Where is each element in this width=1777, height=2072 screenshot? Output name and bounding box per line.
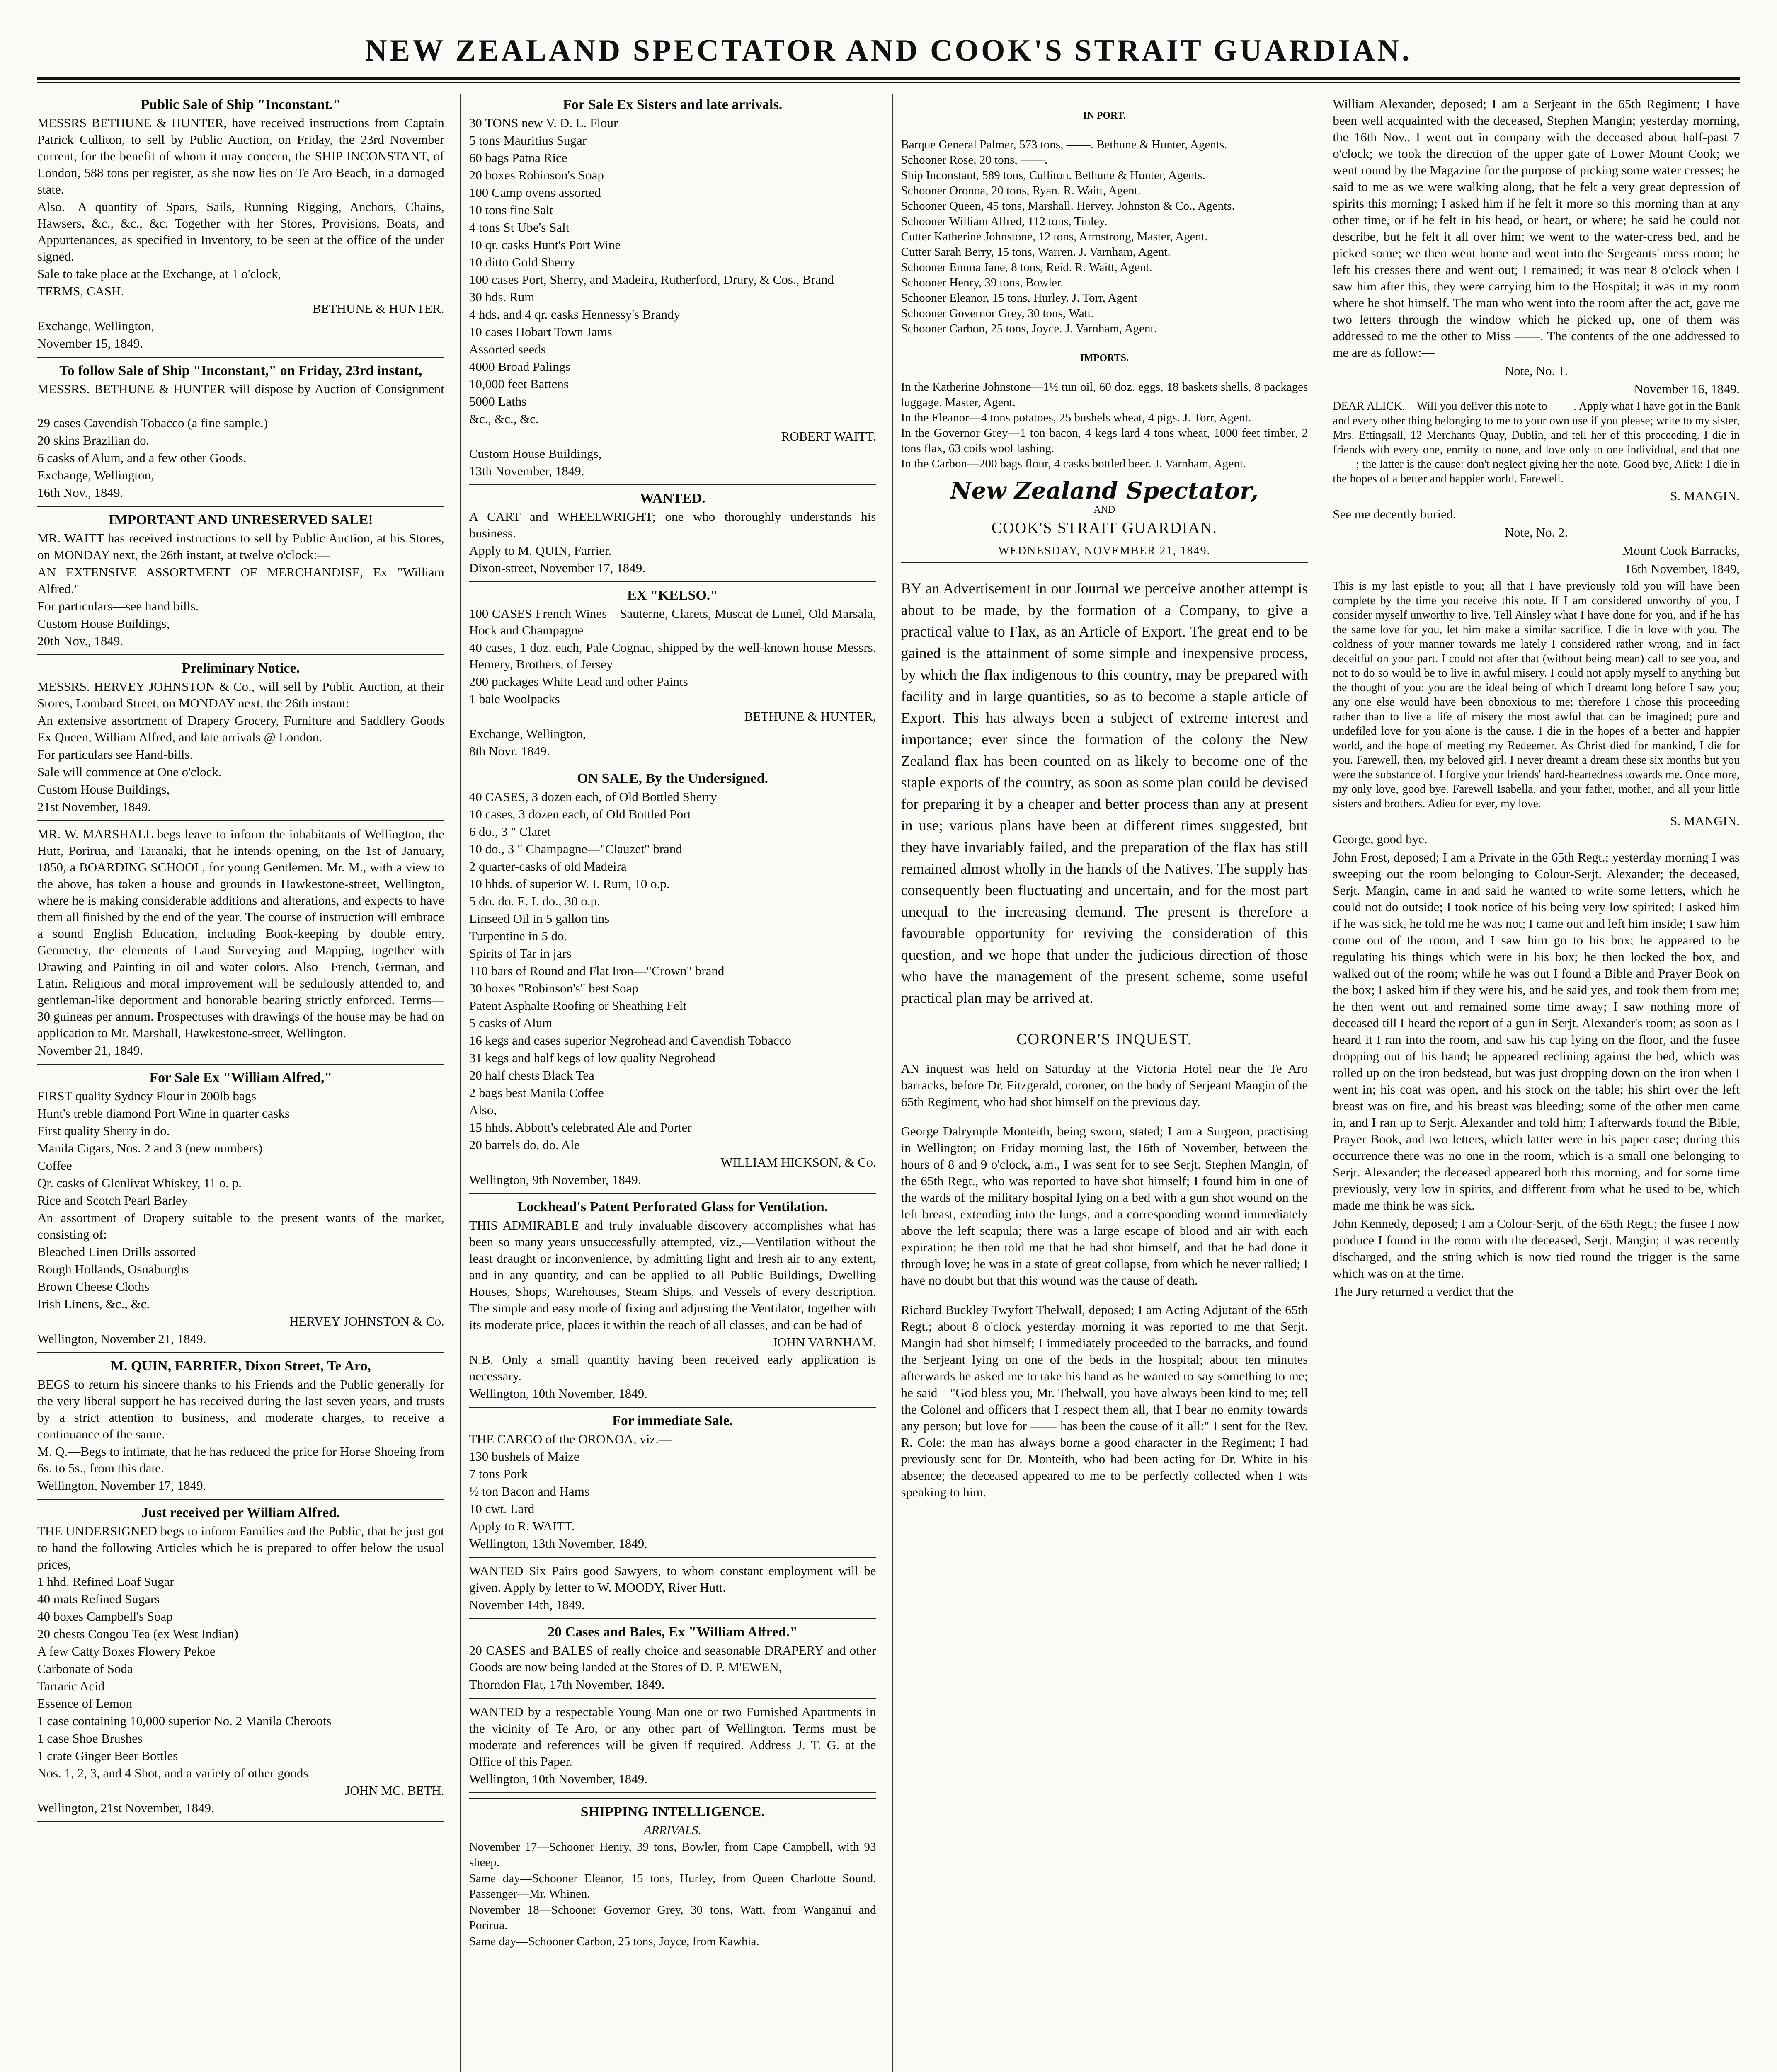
inquest-title: CORONER'S INQUEST.: [1016, 1030, 1193, 1048]
ad-line: Sale will commence at One o'clock.: [37, 765, 222, 779]
in-port-entry: Schooner Carbon, 25 tons, Joyce. J. Varnham, Agent.: [901, 322, 1157, 335]
arrivals-list: [469, 1840, 876, 1949]
ad-line: Sale to take place at the Exchange, at 1 o'clock,: [37, 266, 281, 281]
ad-line: Turpentine in 5 do.: [469, 929, 567, 943]
ad-footer: N.B. Only a small quantity having been received early application is necessary.: [469, 1352, 876, 1383]
ad-line: 5 casks of Alum: [469, 1016, 553, 1030]
ad-line: 40 mats Refined Sugars: [37, 1592, 160, 1606]
ad-line: AN EXTENSIVE ASSORTMENT OF MERCHANDISE, Ex "William Alfred.": [37, 565, 444, 596]
advertisement: [37, 1358, 444, 1494]
ad-line: Wellington, November 17, 1849.: [37, 1478, 206, 1493]
ad-line: 100 CASES French Wines—Sauterne, Clarets, Muscat de Lunel, Old Marsala, Hock and Champagne: [469, 606, 876, 637]
ad-line: 16th Nov., 1849.: [37, 485, 124, 500]
ad-title: ON SALE, By the Undersigned.: [577, 771, 768, 786]
advertisement: [469, 1624, 876, 1693]
paper-subtitle: COOK'S STRAIT GUARDIAN.: [991, 519, 1217, 537]
ad-line: Hunt's treble diamond Port Wine in quarter casks: [37, 1106, 290, 1121]
divider: [37, 1821, 444, 1822]
ad-line: 1 case containing 10,000 superior No. 2 Manila Cheroots: [37, 1714, 332, 1728]
ad-line: Custom House Buildings,: [37, 616, 170, 631]
ad-line: MESSRS. BETHUNE & HUNTER will dispose by Auction of Consignment—: [37, 382, 444, 413]
ad-line: 20 half chests Black Tea: [469, 1068, 594, 1082]
divider: [37, 1499, 444, 1500]
ad-line: 130 bushels of Maize: [469, 1449, 579, 1464]
ad-line: TERMS, CASH.: [37, 284, 124, 298]
ad-signature: BETHUNE & HUNTER,: [744, 709, 876, 724]
divider: [469, 1618, 876, 1619]
inquest-paragraph: AN inquest was held on Saturday at the Victoria Hotel near the Te Aro barracks, before Dr. Fitzgerald, coroner, on the body of Serjeant Mangin of the 65th Regiment, who had shot himself on the previous day.: [901, 1061, 1308, 1109]
ad-line: 20 skins Brazilian do.: [37, 433, 150, 448]
ad-line: 6 do., 3 " Claret: [469, 824, 551, 839]
ad-line: 15 hhds. Abbott's celebrated Ale and Porter: [469, 1120, 692, 1135]
advertisement: [469, 770, 876, 1188]
note1-date: November 16, 1849.: [1634, 382, 1740, 396]
inquest-paragraph: Richard Buckley Twyfort Thelwall, deposed; I am Acting Adjutant of the 65th Regt.; about 8 o'clock yesterday morning it was reported to me that Serjt. Mangin had shot himself; I immediately proceeded to the barracks, and found the Serjeant lying on one of the beds in the hospital; about ten minutes afterwards he asked me to take his hand as he wanted to say something to me; he said—"God bless you, Mr. Thelwall, you have always been kind to me; tell the Colonel and officers that I respect them all, that I bear no enmity towards any person; but love for —— has been the cause of it all:" I sent for the Rev. R. Cole: the man has always borne a good character in the Regiment; I had previously sent for Dr. Monteith, who had been acting for Dr. White in his absence; the deceased appeared to me to be perfectly collected when I was speaking to him.: [901, 1302, 1308, 1499]
ad-line: 1 hhd. Refined Loaf Sugar: [37, 1574, 174, 1589]
advertisement: [37, 660, 444, 815]
ad-line: 100 cases Port, Sherry, and Madeira, Rutherford, Drury, & Cos., Brand: [469, 272, 834, 287]
ad-line: 4 hds. and 4 qr. casks Hennessy's Brandy: [469, 307, 681, 322]
ad-line: 4 tons St Ube's Salt: [469, 220, 570, 235]
ad-footer: 13th November, 1849.: [469, 464, 584, 478]
column-4: [1324, 94, 1740, 2072]
advertisement: [37, 1505, 444, 1816]
ad-line: 10 cases, 3 dozen each, of Old Bottled Port: [469, 807, 691, 821]
note1-postscript: See me decently buried.: [1333, 507, 1457, 521]
ad-line: 20 CASES and BALES of really choice and seasonable DRAPERY and other Goods are now being landed at the Stores of D. P. M'EWEN,: [469, 1643, 876, 1674]
ad-line: First quality Sherry in do.: [37, 1123, 170, 1138]
ad-line: 40 CASES, 3 dozen each, of Old Bottled Sherry: [469, 789, 717, 804]
ad-title: For Sale Ex "William Alfred,": [149, 1070, 332, 1085]
shipping-title: SHIPPING INTELLIGENCE.: [580, 1804, 765, 1820]
advertisement: [37, 1070, 444, 1347]
ad-line: ½ ton Bacon and Hams: [469, 1484, 589, 1498]
in-port-entry: Cutter Katherine Johnstone, 12 tons, Armstrong, Master, Agent.: [901, 230, 1208, 243]
ad-line: Brown Cheese Cloths: [37, 1279, 150, 1294]
divider: [469, 1698, 876, 1699]
ad-line: &c., &c., &c.: [469, 411, 539, 426]
ad-title: M. QUIN, FARRIER, Dixon Street, Te Aro,: [110, 1358, 371, 1374]
in-port-entry: Schooner Emma Jane, 8 tons, Reid. R. Waitt, Agent.: [901, 260, 1152, 274]
ad-line: Irish Linens, &c., &c.: [37, 1297, 150, 1311]
ad-line: M. Q.—Begs to intimate, that he has reduced the price for Horse Shoeing from 6s. to 5s., from this date.: [37, 1444, 444, 1475]
ad-title: For Sale Ex Sisters and late arrivals.: [563, 97, 783, 112]
ad-signature: HERVEY JOHNSTON & Co.: [289, 1314, 444, 1329]
ad-footer: Exchange, Wellington,: [37, 319, 154, 333]
ad-line: Wellington, 10th November, 1849.: [469, 1772, 647, 1786]
advertisement: [37, 512, 444, 649]
ad-line: 10 hhds. of superior W. I. Rum, 10 o.p.: [469, 876, 670, 891]
ad-line: November 14th, 1849.: [469, 1598, 585, 1612]
divider: [469, 581, 876, 582]
ad-line: 5000 Laths: [469, 394, 527, 409]
divider: [37, 506, 444, 507]
in-port-entry: Schooner Eleanor, 15 tons, Hurley. J. Torr, Agent: [901, 291, 1137, 305]
divider: [37, 1064, 444, 1065]
ad-footer: Wellington, 10th November, 1849.: [469, 1386, 647, 1401]
import-entry: In the Governor Grey—1 ton bacon, 4 kegs lard 4 tons wheat, 1000 feet timber, 2 tons flax, 63 coils wool lashing.: [901, 426, 1308, 455]
note1-signature: S. MANGIN.: [1670, 489, 1740, 503]
ad-line: THE CARGO of the ORONOA, viz.—: [469, 1432, 672, 1446]
ad-line: 1 crate Ginger Beer Bottles: [37, 1748, 178, 1763]
ad-footer: Custom House Buildings,: [469, 446, 602, 461]
in-port-entry: Schooner Rose, 20 tons, ——.: [901, 153, 1048, 167]
in-port-entry: Barque General Palmer, 573 tons, ——. Bethune & Hunter, Agents.: [901, 138, 1227, 151]
arrival-entry: Same day—Schooner Eleanor, 15 tons, Hurley, from Queen Charlotte Sound. Passenger—Mr. Whinen.: [469, 1872, 876, 1900]
paper-and: AND: [1093, 504, 1115, 515]
columns: [37, 94, 1740, 2072]
divider: [469, 1193, 876, 1194]
ad-title: For immediate Sale.: [612, 1413, 733, 1428]
note2-date: 16th November, 1849,: [1624, 562, 1740, 576]
import-entry: In the Katherine Johnstone—1½ tun oil, 60 doz. eggs, 18 baskets shells, 8 packages luggage. Master, Agent.: [901, 380, 1308, 409]
note2-signature: S. MANGIN.: [1670, 813, 1740, 828]
ad-line: An extensive assortment of Drapery Grocery, Furniture and Saddlery Goods Ex Queen, William Alfred, and late arrivals @ London.: [37, 713, 444, 744]
ad-line: Tartaric Acid: [37, 1679, 105, 1693]
ad-line: MESSRS. HERVEY JOHNSTON & Co., will sell by Public Auction, at their Stores, Lombard Street, on MONDAY next, the 26th instant:: [37, 679, 444, 710]
testimony-continued: [1333, 849, 1740, 1300]
advertisement: [469, 1413, 876, 1552]
ad-line: Patent Asphalte Roofing or Sheathing Felt: [469, 998, 687, 1013]
testimony-paragraph: John Frost, deposed; I am a Private in the 65th Regt.; yesterday morning I was sweeping out the room belonging to Colour-Serjt. Alexander; the deceased, Serjt. Mangin, came in and said he wanted to write some letters, which he could not do outside; I took notice of his being very low spirited; I asked him if he was sick, he told me he was not; I came out and left him inside; I saw him come out of the room, and I saw him go to his box; he appeared to be regulating his things which were in his box; he then locked the box, and walked out of the room; while he was out I found a Bible and Prayer Book on the box; I asked him if they were his, and he said yes, and took them from me; he then went out and remained some time away; I saw nothing more of deceased till I heard the report of a gun in Serjt. Alexander's room; as soon as I heard it I ran into the room, and saw his cap lying on the floor, and the fusee dropping out of his hand; he appeared reclining against the bed, which was rolled up on the iron bedstead, but was just dropping down on the iron when I went in; his coat was open, and his stock on the table; his shirt over the left breast was on fire, and his breast was bleeding; some of the other men came in, and I ran up to Serjt. Alexander and told him; I afterwards found the Bible, Prayer Book, and two letters, which latter were in his paper case; during this occurrence there was no one in the room, which is a small one belonging to Serjt. Alexander; the deceased appeared both this morning, and for some time previously, very low in spirits, and different from what he used to be, which made me think he was sick.: [1333, 850, 1740, 1213]
ad-line: Linseed Oil in 5 gallon tins: [469, 911, 610, 926]
in-port-entry: Schooner Queen, 45 tons, Marshall. Hervey, Johnston & Co., Agents.: [901, 199, 1235, 213]
arrivals-label: ARRIVALS.: [644, 1823, 701, 1837]
ad-line: 10 ditto Gold Sherry: [469, 255, 575, 269]
divider: [37, 357, 444, 358]
ad-line: Exchange, Wellington,: [37, 468, 154, 482]
ad-line: 20 chests Congou Tea (ex West Indian): [37, 1627, 238, 1641]
in-port-entry: Schooner Oronoa, 20 tons, Ryan. R. Waitt, Agent.: [901, 184, 1141, 197]
imports-list: [901, 380, 1308, 472]
ad-signature: JOHN VARNHAM.: [772, 1335, 876, 1349]
ad-line: 10 do., 3 " Champagne—"Clauzet" brand: [469, 842, 682, 856]
testimony-alexander: [1333, 96, 1740, 361]
ad-line: Qr. casks of Glenlivat Whiskey, 11 o. p.: [37, 1176, 242, 1190]
arrival-entry: November 18—Schooner Governor Grey, 30 tons, Watt, from Wanganui and Porirua.: [469, 1903, 876, 1932]
ad-signature: ROBERT WAITT.: [781, 429, 876, 443]
ad-line: Thorndon Flat, 17th November, 1849.: [469, 1677, 665, 1692]
divider: [469, 1557, 876, 1558]
in-port-entry: Schooner Henry, 39 tons, Bowler.: [901, 276, 1064, 289]
ad-signature: WILLIAM HICKSON, & Co.: [720, 1155, 876, 1169]
note1-text: DEAR ALICK,—Will you deliver this note to ——. Apply what I have got in the Bank and every other thing belonging to me to your own use if you please; write to my sister, Mrs. Ettingsall, 12 Merchants Quay, Dublin, and tell her of this proceeding. I die in friends with every one, enmity to none, and love only to one individual, and that one ——; the latter is the cause: don't neglect giving her the note. Good bye, Alick: I die in the hopes of a better and happier world. Farewell.: [1333, 400, 1740, 485]
ad-title: Lockhead's Patent Perforated Glass for Ventilation.: [517, 1199, 828, 1215]
ad-line: BEGS to return his sincere thanks to his Friends and the Public generally for the very liberal support he has received during the last seven years, and trusts by a strict attention to business, and moderate charges, to receive a continuance of the same.: [37, 1377, 444, 1441]
ad-line: Custom House Buildings,: [37, 782, 170, 796]
ad-line: Dixon-street, November 17, 1849.: [469, 561, 646, 575]
ad-line: 2 quarter-casks of old Madeira: [469, 859, 627, 874]
in-port-entry: Ship Inconstant, 589 tons, Culliton. Bethune & Hunter, Agents.: [901, 168, 1205, 182]
ad-line: 40 cases, 1 doz. each, Pale Cognac, shipped by the well-known house Messrs. Hemery, Brothers, of Jersey: [469, 640, 876, 671]
ad-title: Public Sale of Ship "Inconstant.": [141, 97, 341, 112]
column-1: [37, 94, 444, 2072]
ad-line: 30 TONS new V. D. L. Flour: [469, 116, 618, 130]
ad-line: Spirits of Tar in jars: [469, 946, 572, 961]
paper-title: New Zealand Spectator,: [950, 477, 1259, 504]
ad-footer: Wellington, 9th November, 1849.: [469, 1172, 641, 1187]
advertisement: [469, 97, 876, 479]
ad-line: For particulars see Hand-bills.: [37, 747, 193, 762]
ad-line: Rice and Scotch Pearl Barley: [37, 1193, 188, 1208]
note2-text: This is my last epistle to you; all that I have previously told you will have been complete by the time you receive this note. If I am considered unworthy of you, I consider myself unworthy to live. Tell Ainsley what I have done for you, and if he has the same love for you, let him make a similar sacrifice. I die in love with you. The coldness of your manner towards me lately I considered rather wrong, and in fact deceitful on your part. I could not after that (without being mean) call to see you, and not to do so would be to live in awful misery. I could not apply myself to anything but the thought of you: you are the ideal being of which I dreamt long before I saw you; any one else would have been obnoxious to me; therefore I chose this proceeding rather than to live a life of misery the most awful that can be imagined; pure and undefiled love for you alone is the cause. I die in the hopes of a better and happier world, and the hope of meeting my Redeemer. As Christ died for mankind, I die for you. Farewell, then, my beloved girl. I never dreamt a dream these six months but you were the substance of. I forgive your friends' hard-heartedness towards me. Once more, my only love, good bye. Farewell Isabella, and your father, mother, and all your little sisters and brothers. Adieu for ever, my love.: [1333, 580, 1740, 810]
in-port-entry: Schooner William Alfred, 112 tons, Tinley.: [901, 214, 1108, 228]
ad-line: 21st November, 1849.: [37, 799, 151, 814]
import-entry: In the Carbon—200 bags flour, 4 casks bottled beer. J. Varnham, Agent.: [901, 457, 1246, 470]
inquest-body: [901, 1060, 1308, 1501]
ad-line: THIS ADMIRABLE and truly invaluable discovery accomplishes what has been so many years unsuccessfully attempted, viz.,—Ventilation without the least draught or inconvenience, by admitting light and fresh air to any extent, and in any quantity, and can be applied to all Public Buildings, Dwelling Houses, Shops, Warehouses, Steam Ships, and Vessels of every description. The simple and easy mode of fixing and adjusting the Ventilator, together with its moderate price, places it within the reach of all classes, and can be had of: [469, 1218, 876, 1332]
ad-line: 20 barrels do. do. Ale: [469, 1138, 580, 1152]
testimony-paragraph: William Alexander, deposed; I am a Serjeant in the 65th Regiment; I have been well acquainted with the deceased, Stephen Mangin; yesterday morning, the 16th Nov., I went out in company with the deceased about half-past 7 o'clock; we took the direction of the upper gate of Lower Mount Cook; we went round by the Magazine for the purpose of picking some water cresses; he said to me as we were walking along, that he felt a very great depression of spirits this morning; I asked him if he felt it more so this morning than at any other time, or if he felt in his head, or heart, or where; he said he could not describe, but he felt it all over him; we went to the water-cress bed, and he picked some; we then went home and went into the Sergeants' mess room; he left his cresses there and went out; I remained; it was near 8 o'clock when I saw him after this, they were carrying him to the Hospital; it was in my room where he shot himself. The man who went into the room after the act, gave me two letters through the window which he picked up, one of them was addressed to me the other to Miss ——. The contents of the one addressed to me are as follow:—: [1333, 97, 1740, 360]
ad-line: MESSRS BETHUNE & HUNTER, have received instructions from Captain Patrick Culliton, to sell by Public Auction, on Friday, the 23rd November current, for the benefit of whom it may concern, the SHIP INCONSTANT, of London, 588 tons per register, as she now lies on Te Aro Beach, in a damaged state.: [37, 116, 444, 196]
arrival-entry: Same day—Schooner Carbon, 25 tons, Joyce, from Kawhia.: [469, 1935, 759, 1948]
ad-title: IMPORTANT AND UNRESERVED SALE!: [109, 512, 373, 528]
ad-line: A few Catty Boxes Flowery Pekoe: [37, 1644, 216, 1658]
ad-line: 10 tons fine Salt: [469, 203, 553, 217]
ad-line: 10 qr. casks Hunt's Port Wine: [469, 237, 621, 252]
ad-footer: Wellington, November 21, 1849.: [37, 1331, 206, 1346]
ad-line: 7 tons Pork: [469, 1467, 528, 1481]
ad-footer: Wellington, 21st November, 1849.: [37, 1801, 214, 1815]
ad-line: Apply to M. QUIN, Farrier.: [469, 543, 612, 558]
editorial: BY an Advertisement in our Journal we perceive another attempt is about to be made, by the formation of a Company, to give a practical value to Flax, as an Article of Export. The great end to be gained is the attainment of some simple and inexpensive process, by which the flax indigenous to this country, may be prepared with facility and in large quantities, so as to become a staple article of Export. This has always been a subject of extreme interest and importance; ever since the formation of the colony the New Zealand flax has been counted on as likely to become one of the staple exports of the country, as soon as some plan could be devised for preparing it by a cheaper and better process than any at present in use; various plans have been at different times suggested, but they have invariably failed, and the preparation of the flax has still remained almost wholly in the hands of the Natives. The supply has consequently been fluctuating and uncertain, and for the most part unequal to the increasing demand. The present is therefore a favourable opportunity for reviving the consideration of this question, and we hope that under the judicious direction of those who have the management of the present scheme, some useful practical plan may be arrived at.: [901, 580, 1308, 1006]
ad-line: 4000 Broad Palings: [469, 359, 571, 374]
advertisement: [37, 97, 444, 352]
ad-line: 29 cases Cavendish Tobacco (a fine sample.): [37, 416, 268, 430]
ad-line: 2 bags best Manila Coffee: [469, 1085, 604, 1100]
advertisement: [37, 363, 444, 501]
ad-line: An assortment of Drapery suitable to the present wants of the market, consisting of:: [37, 1210, 444, 1242]
advertisement: [469, 1704, 876, 1787]
ad-line: MR. W. MARSHALL begs leave to inform the inhabitants of Wellington, the Hutt, Porirua, and Taranaki, that he intends opening, on the 1st of January, 1850, a BOARDING SCHOOL, for young Gentlemen. Mr. M., with a view to the above, has taken a house and grounds in Hawkestone-street, Wellington, where he is making considerable additions and alterations, and expects to have them all finished by the end of the year. The course of instruction will embrace a sound English Education, including Book-keeping by double entry, Geometry, the elements of Land Surveying and Mapping, together with Drawing and Painting in oil and water colors. Also—French, German, and Latin. Religious and moral improvement will be sedulously attended to, and gentleman-like deportment and honorable bearing strictly enforced. Terms—30 guineas per annum. Prospectuses with drawings of the house may be had on application to Mr. Marshall, Hawkestone-street, Wellington.: [37, 827, 444, 1040]
ad-line: MR. WAITT has received instructions to sell by Public Auction, at his Stores, on MONDAY next, the 26th instant, at twelve o'clock:—: [37, 531, 444, 562]
ad-line: 16 kegs and cases superior Negrohead and Cavendish Tobacco: [469, 1033, 791, 1048]
divider: [37, 820, 444, 821]
advertisement: [37, 826, 444, 1059]
column-2-ads: [469, 97, 876, 1793]
ad-line: Essence of Lemon: [37, 1696, 132, 1711]
divider: [469, 1798, 876, 1799]
ad-line: Carbonate of Soda: [37, 1661, 133, 1676]
inquest-paragraph: George Dalrymple Monteith, being sworn, stated; I am a Surgeon, practising in Wellington; on Friday morning last, the 16th of November, between the hours of 8 and 9 o'clock, a.m., I was sent for to see Serjt. Stephen Mangin, of the 65th Regt., who was reported to have shot himself; I found him in one of the wards of the military hospital lying on a bed with a gun shot wound on the left breast, extending into the lungs, and a corresponding wound immediately above the left scapula; there was a large escape of blood and air with each expiration; he then told me that he had shot himself, and that he had done it through love; he was in a state of great collapse, from which he never rallied; I have no doubt but that this wound was the cause of death.: [901, 1123, 1308, 1288]
ad-line: 1 case Shoe Brushes: [37, 1731, 143, 1745]
ad-footer: 8th Novr. 1849.: [469, 744, 550, 758]
note1-title: Note, No. 1.: [1504, 363, 1568, 378]
advertisement: [469, 587, 876, 760]
ad-footer: November 15, 1849.: [37, 336, 143, 351]
divider: [469, 1792, 876, 1793]
in-port-label: IN PORT.: [1083, 110, 1126, 121]
advertisement: [469, 1199, 876, 1402]
import-entry: In the Eleanor—4 tons potatoes, 25 bushels wheat, 4 pigs. J. Torr, Agent.: [901, 411, 1251, 424]
column-3: [892, 94, 1308, 2072]
ad-line: 30 hds. Rum: [469, 290, 535, 304]
ad-line: 40 boxes Campbell's Soap: [37, 1609, 173, 1624]
ad-line: 10,000 feet Battens: [469, 377, 569, 391]
ad-line: WANTED Six Pairs good Sawyers, to whom constant employment will be given. Apply by letter to W. MOODY, River Hutt.: [469, 1564, 876, 1595]
ad-line: Bleached Linen Drills assorted: [37, 1244, 196, 1259]
advertisement: [469, 1563, 876, 1613]
ad-line: Apply to R. WAITT.: [469, 1519, 575, 1533]
ad-line: 110 bars of Round and Flat Iron—"Crown" brand: [469, 963, 725, 978]
column-2: [460, 94, 876, 2072]
testimony-paragraph: John Kennedy, deposed; I am a Colour-Serjt. of the 65th Regt.; the fusee I now produce I found in the room with the deceased, Serjt. Mangin; it was recently discharged, and the string which is now tied round the trigger is the same which was on at the time.: [1333, 1216, 1740, 1280]
in-port-list: [901, 137, 1308, 336]
note2-place: Mount Cook Barracks,: [1622, 543, 1740, 558]
shipping-intelligence: [469, 1804, 876, 1949]
ad-signature: JOHN MC. BETH.: [345, 1783, 444, 1798]
ad-line: Coffee: [37, 1158, 72, 1173]
in-port-entry: Schooner Governor Grey, 30 tons, Watt.: [901, 306, 1094, 320]
ad-line: 6 casks of Alum, and a few other Goods.: [37, 450, 247, 465]
ad-line: 60 bags Patna Rice: [469, 150, 567, 165]
ad-line: 200 packages White Lead and other Paints: [469, 674, 688, 689]
ad-line: 100 Camp ovens assorted: [469, 185, 601, 200]
ad-title: 20 Cases and Bales, Ex "William Alfred.": [548, 1624, 798, 1640]
masthead-rule: [37, 77, 1740, 83]
paper-date: WEDNESDAY, NOVEMBER 21, 1849.: [901, 540, 1308, 563]
ad-signature: BETHUNE & HUNTER.: [313, 301, 444, 316]
ad-line: Manila Cigars, Nos. 2 and 3 (new numbers): [37, 1141, 263, 1155]
ad-line: Rough Hollands, Osnaburghs: [37, 1262, 189, 1276]
advertisement: [469, 490, 876, 576]
in-port-entry: Cutter Sarah Berry, 15 tons, Warren. J. Varnham, Agent.: [901, 245, 1171, 259]
ad-line: Wellington, 13th November, 1849.: [469, 1536, 647, 1551]
divider: [469, 1407, 876, 1408]
ad-line: 30 boxes "Robinson's" best Soap: [469, 981, 638, 995]
ad-line: 5 do. do. E. I. do., 30 o.p.: [469, 894, 600, 908]
ad-line: For particulars—see hand bills.: [37, 599, 199, 613]
ad-line: WANTED by a respectable Young Man one or two Furnished Apartments in the vicinity of Te Aro, or any other part of Wellington. Terms must be moderate and references will be given if required. Address J. T. G. at the Office of this Paper.: [469, 1704, 876, 1769]
ad-line: 31 kegs and half kegs of low quality Negrohead: [469, 1051, 715, 1065]
note2-postscript: George, good bye.: [1333, 832, 1428, 846]
divider: [469, 484, 876, 485]
ad-line: Also.—A quantity of Spars, Sails, Running Rigging, Anchors, Chains, Hawsers, &c., &c., &c. Together with her Stores, Provisions, Boats, and Appurtenances, as specified in Inventory, to be seen at the office of the under signed.: [37, 199, 444, 264]
ad-footer: Exchange, Wellington,: [469, 726, 586, 741]
ad-title: WANTED.: [640, 491, 705, 506]
masthead: NEW ZEALAND SPECTATOR AND COOK'S STRAIT GUARDIAN.: [365, 34, 1412, 68]
ad-line: 20 boxes Robinson's Soap: [469, 168, 604, 182]
ad-line: Assorted seeds: [469, 342, 546, 356]
note2-title: Note, No. 2.: [1504, 525, 1568, 540]
ad-line: Also,: [469, 1103, 497, 1117]
ad-title: Preliminary Notice.: [182, 661, 300, 676]
arrival-entry: November 17—Schooner Henry, 39 tons, Bowler, from Cape Campbell, with 93 sheep.: [469, 1840, 876, 1869]
ad-title: EX "KELSO.": [627, 588, 718, 603]
ad-line: 5 tons Mauritius Sugar: [469, 133, 587, 148]
ad-line: 20th Nov., 1849.: [37, 634, 124, 648]
ad-line: A CART and WHEELWRIGHT; one who thoroughly understands his business.: [469, 509, 876, 540]
ad-line: 10 cases Hobart Town Jams: [469, 324, 612, 339]
ad-line: 10 cwt. Lard: [469, 1501, 535, 1516]
ad-line: 1 bale Woolpacks: [469, 692, 560, 706]
ad-line: FIRST quality Sydney Flour in 200lb bags: [37, 1089, 257, 1103]
ad-line: THE UNDERSIGNED begs to inform Families and the Public, that he just got to hand the following Articles which he is prepared to offer below the usual prices,: [37, 1524, 444, 1571]
testimony-paragraph: The Jury returned a verdict that the: [1333, 1284, 1513, 1299]
divider: [37, 1352, 444, 1353]
imports-label: IMPORTS.: [1080, 352, 1129, 363]
ad-title: Just received per William Alfred.: [141, 1505, 340, 1520]
divider: [37, 654, 444, 655]
ad-title: To follow Sale of Ship "Inconstant," on Friday, 23rd instant,: [59, 363, 422, 378]
ad-line: Nos. 1, 2, 3, and 4 Shot, and a variety of other goods: [37, 1766, 308, 1780]
ad-line: November 21, 1849.: [37, 1043, 143, 1058]
